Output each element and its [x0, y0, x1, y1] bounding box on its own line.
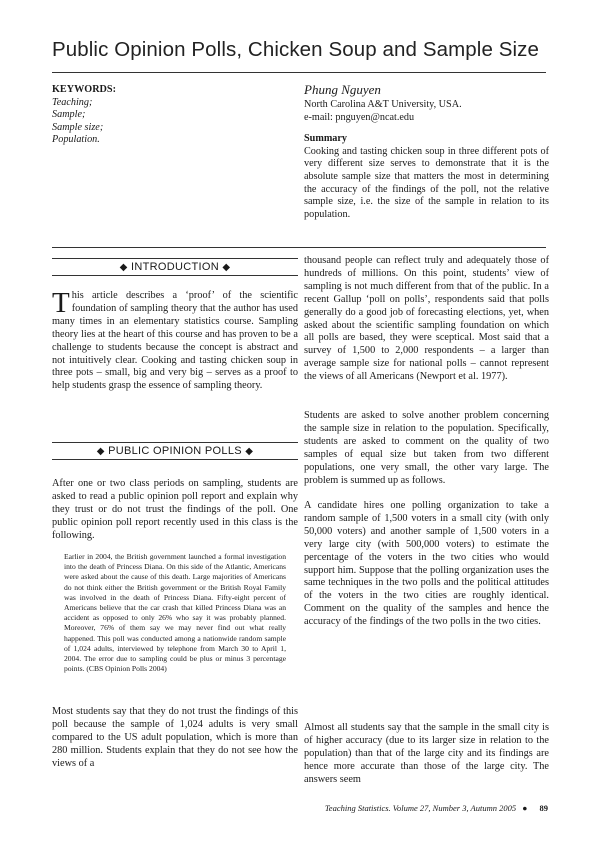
author-name: Phung Nguyen [304, 82, 381, 97]
keyword-item: Sample; [52, 109, 86, 121]
author-affiliation: North Carolina A&T University, USA. [304, 99, 462, 110]
keyword-item: Population. [52, 134, 100, 146]
drop-cap: T [52, 287, 70, 319]
poll-report-quote: Earlier in 2004, the British government launched a formal investigation into the death of Princess Diana. On this side of the Atlantic, Americans were asked about the cause of this death. Large majorities of Americans do not think either the British government or the British Royal Family was involved in the death of Princess Diana. Fifty-eight percent of Americans believe that the car crash that killed Princess Diana was an accident as opposed to only 26% who say it was probably planned. Moreover, 76% of them say we may never find out what really happened. This poll was conducted among a nationwide random sample of 1,024 adults, interviewed by telephone from March 30 to April 1, 2004. The error due to sampling could be plus or minus 3 percentage points. (CBS Opinion Polls 2004) [64, 552, 286, 674]
paragraph-text: Almost all students say that the sample in the small city is of higher accuracy (due to its larger size in relation to the population) than that of the large city and its findings are hence more accurate than those of the large city. The answers seem [304, 722, 549, 785]
right-paragraph-3 [304, 500, 549, 629]
diamond-icon: ◆ [222, 262, 231, 273]
keyword-item: Teaching; [52, 96, 93, 108]
paragraph-text: Most students say that they do not trust the findings of this poll because the sample of 1,024 adults is very small compared to the US adult population, which is more than 280 million. Students explain that they do not see how the views of a [52, 706, 298, 769]
keywords-heading: KEYWORDS: [52, 84, 116, 95]
page-number: 89 [539, 803, 548, 813]
author-block [304, 82, 549, 221]
diamond-icon: ◆ [96, 446, 105, 457]
section-title: INTRODUCTION [131, 261, 219, 273]
intro-text: his article describes a ‘proof’ of the scientific foundation of sampling theory that the author has used many times in an elementary statistics course. Sampling theory lies at the heart of this course and has proven to be a challenge to students because the concept is abstract and not intuitively clear. Cooking and tasting chicken soup in three pots – small, big and very big – serves as a proof to help students grasp the essence of sampling theory. [52, 290, 298, 392]
bullet-icon: ● [522, 803, 528, 813]
keyword-item: Sample size; [52, 121, 104, 133]
author-email[interactable]: e-mail: pnguyen@ncat.edu [304, 111, 415, 123]
article-title: Public Opinion Polls, Chicken Soup and Sample Size [52, 38, 540, 61]
diamond-icon: ◆ [245, 446, 254, 457]
paragraph-text: thousand people can reflect truly and adequately those of hundreds of millions. On this point, students’ view of sampling is not much different from that of the public. In a recent Gallup ‘poll on polls’, respondents said that polls generally do a good job of forecasting elections, yet, when asked about the scientific sampling foundation on which all polls are based, they were sceptical. Most said that a survey of 1,500 to 2,000 respondents – a larger than average sample size for national polls – cannot represent the views of all Americans (Newport et al. 1977). [304, 255, 549, 383]
section-heading-public-opinion-polls [52, 442, 298, 460]
title-rule [52, 72, 546, 73]
summary-heading: Summary [304, 133, 348, 145]
page-footer [325, 803, 548, 813]
intro-paragraph [52, 287, 298, 393]
paragraph-text: After one or two class periods on sampling, students are asked to read a public opinion poll report and explain why they trust or do not trust the findings of the poll. One public opinion poll report recently used in this class is the following. [52, 478, 298, 541]
right-paragraph-4 [304, 722, 549, 787]
right-paragraph-2 [304, 410, 549, 487]
diamond-icon: ◆ [119, 262, 128, 273]
paragraph-text: Students are asked to solve another problem concerning the sample size in relation to the population. Specifically, students are asked to comment on the quality of two samples of equal size but taken from two different populations, one very small, the other vary large. The problem is summed up as follows. [304, 410, 549, 486]
polls-paragraph-2 [52, 706, 298, 771]
paragraph-text: A candidate hires one polling organization to take a random sample of 1,500 voters in a small city (with only 50,000 voters) and another sample of 1,500 voters in a very large city (with 500,000 voters) to estimate the percentage of the voters in the two cities who would support him. Suppose that the polling organization uses the same techniques in the two polls and the political attitudes of the voters in the two cities are roughly identical. Comment on the quality of the samples and hence the accuracy of the findings of the two polls in the two cities. [304, 500, 549, 628]
header-bottom-rule [52, 247, 546, 248]
right-paragraph-1 [304, 255, 549, 384]
section-heading-introduction [52, 258, 298, 276]
section-title: PUBLIC OPINION POLLS [108, 445, 242, 457]
keywords-block [52, 84, 252, 147]
journal-citation: Teaching Statistics. Volume 27, Number 3, Autumn 2005 [324, 803, 517, 813]
summary-text: Cooking and tasting chicken soup in three different pots of very different size serves to demonstrate that it is the absolute sample size that matters the most in determining the accuracy of the findings of the poll, not the relative sample size, i.e. the size of the sample in relation to its population. [304, 145, 549, 220]
polls-paragraph-1 [52, 478, 298, 543]
